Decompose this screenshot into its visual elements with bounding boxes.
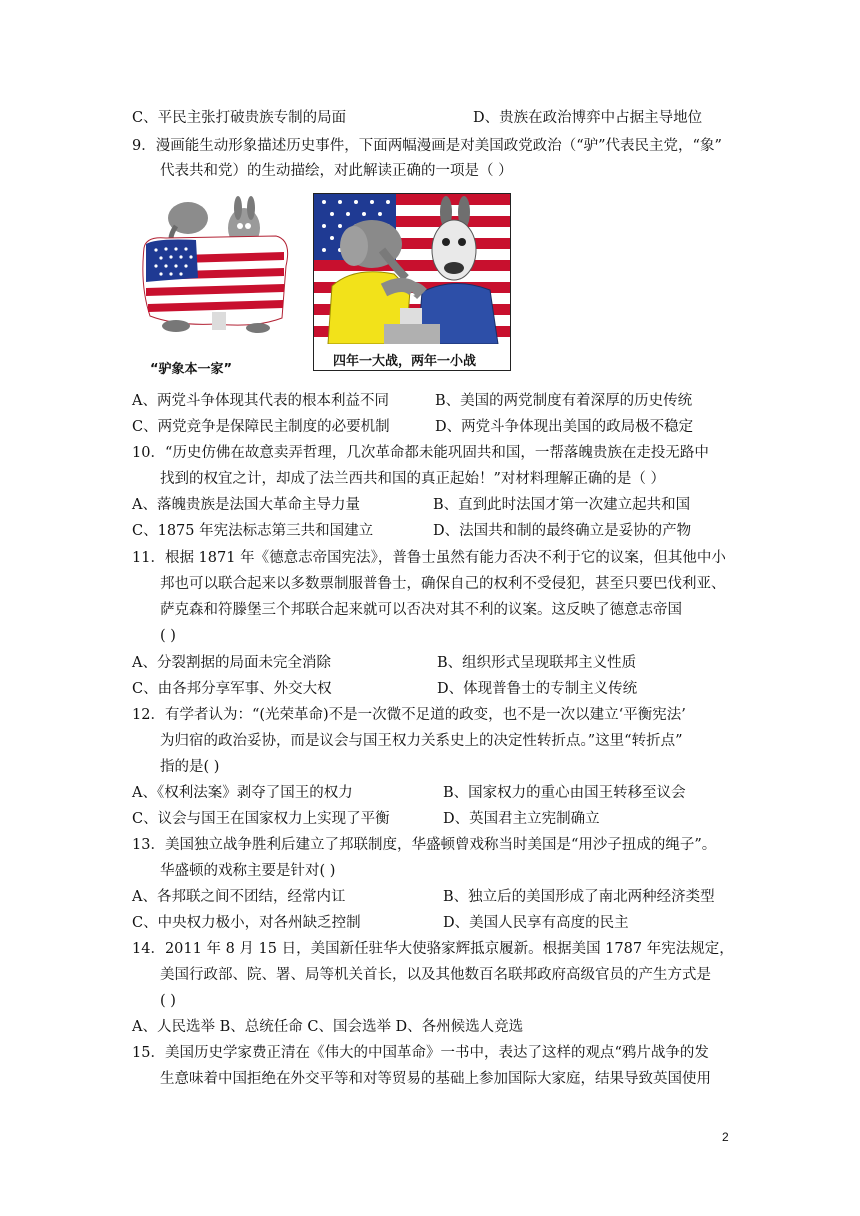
q12-stem-line2: 为归宿的政治妥协，而是议会与国王权力关系史上的决定性转折点。”这里“转折点”	[160, 733, 683, 749]
q12-option-a: A、《权利法案》剥夺了国王的权力	[132, 785, 353, 801]
q10-stem-line1: 10．“历史仿佛在故意卖弄哲理，几次革命都未能巩固共和国，一帮落魄贵族在走投无路中	[132, 445, 709, 461]
q11-stem-line2: 邦也可以联合起来以多数票制服普鲁士，确保自己的权利不受侵犯，甚至只要巴伐利亚、	[160, 576, 726, 592]
q12-option-c: C、议会与国王在国家权力上实现了平衡	[132, 811, 390, 827]
q11-option-b: B、组织形式呈现联邦主义性质	[437, 655, 637, 671]
q14-options: A、人民选举 B、总统任命 C、国会选举 D、各州候选人竞选	[132, 1019, 524, 1035]
q11-stem-line1: 11．根据 1871 年《德意志帝国宪法》，普鲁士虽然有能力否决不利于它的议案，但其他中小	[132, 550, 726, 566]
q8-option-c: C、平民主张打破贵族专制的局面	[132, 110, 347, 126]
q13-stem-line2: 华盛顿的戏称主要是针对( )	[160, 863, 336, 879]
q9-option-b: B、美国的两党制度有着深厚的历史传统	[435, 393, 693, 409]
q9-option-c: C、两党竞争是保障民主制度的必要机制	[132, 419, 390, 435]
q10-stem-line2: 找到的权宜之计，却成了法兰西共和国的真正起始！”对材料理解正确的是（ ）	[160, 471, 666, 487]
q13-option-b: B、独立后的美国形成了南北两种经济类型	[443, 889, 715, 905]
q9-option-d: D、两党斗争体现出美国的政局极不稳定	[435, 419, 694, 435]
q11-stem-line3: 萨克森和符滕堡三个邦联合起来就可以否决对其不利的议案。这反映了德意志帝国	[160, 602, 682, 618]
q14-stem-line2: 美国行政部、院、署、局等机关首长，以及其他数百名联邦政府高级官员的产生方式是	[160, 967, 711, 983]
page-number: 2	[722, 1130, 729, 1144]
q14-answer-blank: ( )	[160, 993, 176, 1009]
q11-option-a: A、分裂割据的局面未完全消除	[132, 655, 331, 671]
q15-stem-line1: 15．美国历史学家费正清在《伟大的中国革命》一书中，表达了这样的观点“鸦片战争的发	[132, 1045, 709, 1061]
q11-answer-blank: ( )	[160, 628, 176, 644]
q9-option-a: A、两党斗争体现其代表的根本利益不同	[132, 393, 389, 409]
q12-option-d: D、英国君主立宪制确立	[443, 811, 600, 827]
q10-option-b: B、直到此时法国才第一次建立起共和国	[433, 497, 691, 513]
q12-option-b: B、国家权力的重心由国王转移至议会	[443, 785, 686, 801]
q9-stem-line1: 9．漫画能生动形象描述历史事件，下面两幅漫画是对美国政党政治（“驴”代表民主党，“象”	[132, 138, 722, 154]
cartoon-arm-wrestling	[313, 193, 511, 371]
q10-option-c: C、1875 年宪法标志第三共和国建立	[132, 523, 374, 539]
q9-stem-line2: 代表共和党）的生动描绘，对此解读正确的一项是（ ）	[160, 163, 513, 179]
cartoon-right-caption: 四年一大战，两年一小战	[333, 354, 477, 369]
q10-option-d: D、法国共和制的最终确立是妥协的产物	[433, 523, 692, 539]
q8-option-d: D、贵族在政治博弈中占据主导地位	[473, 110, 703, 126]
q10-option-a: A、落魄贵族是法国大革命主导力量	[132, 497, 360, 513]
q12-stem-line1: 12．有学者认为：“(光荣革命)不是一次微不足道的政变，也不是一次以建立‘平衡宪法’	[132, 707, 686, 723]
q15-stem-line2: 生意味着中国拒绝在外交平等和对等贸易的基础上参加国际大家庭，结果导致英国使用	[160, 1071, 711, 1087]
q13-option-d: D、美国人民享有高度的民主	[443, 915, 629, 931]
q13-option-c: C、中央权力极小，对各州缺乏控制	[132, 915, 361, 931]
q11-option-d: D、体现普鲁士的专制主义传统	[437, 681, 638, 697]
q12-stem-line3: 指的是( )	[160, 759, 220, 775]
q11-option-c: C、由各邦分享军事、外交大权	[132, 681, 332, 697]
cartoon-left-caption: “驴象本一家”	[150, 362, 233, 377]
q14-stem-line1: 14．2011 年 8 月 15 日，美国新任驻华大使骆家辉抵京履新。根据美国 1787 年宪法规定，	[132, 941, 734, 957]
cartoon-donkey-elephant-family	[136, 196, 298, 342]
q13-stem-line1: 13．美国独立战争胜利后建立了邦联制度，华盛顿曾戏称当时美国是“用沙子扭成的绳子”。	[132, 837, 717, 853]
q13-option-a: A、各邦联之间不团结，经常内讧	[132, 889, 346, 905]
